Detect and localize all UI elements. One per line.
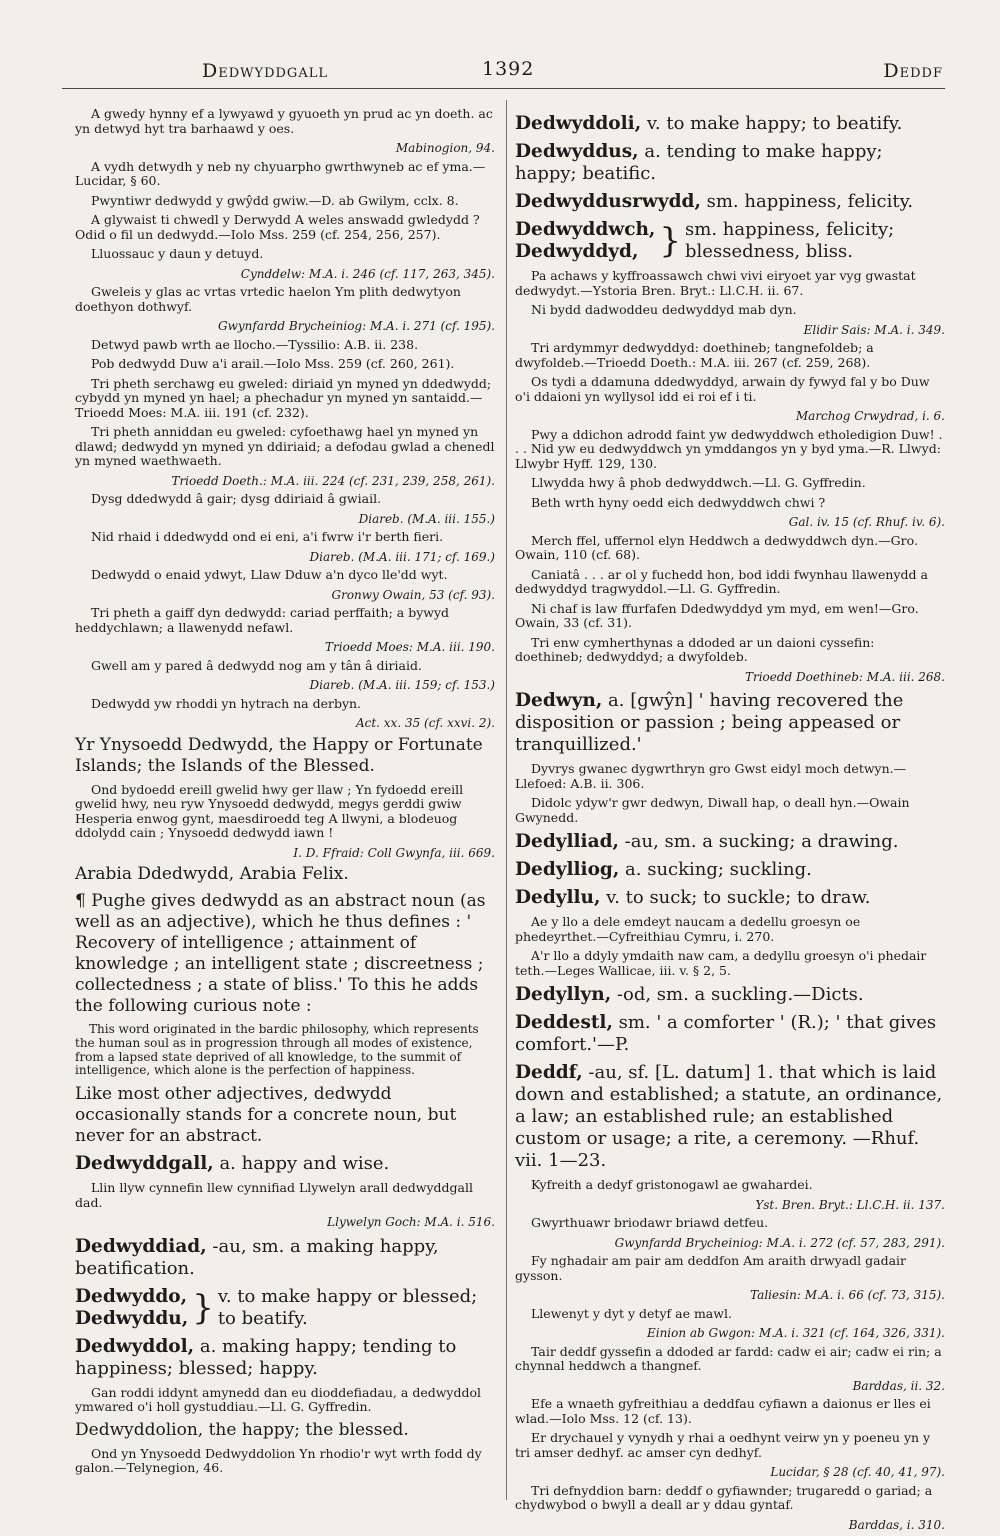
quotation: Er drychauel y vynydh y rhai a oedhynt veirw yn y poeneu yn y tri amser dedhyf. ac amser cyn dedhyf. (515, 1430, 931, 1460)
definition: sm. happiness, felicity. (700, 191, 914, 212)
headword: Dedwyddiad, (75, 1235, 207, 1257)
definition: a. [gwŷn] ' having recovered the disposition or passion ; being appeased or tranquillized.' (515, 690, 904, 755)
quotation: A'r llo a ddyly ymdaith naw cam, a dedyllu groesyn o'i phedair teth.—Leges Wallicae, iii. v. § 2, 5. (515, 948, 927, 978)
headword: Deddf, (515, 1062, 583, 1083)
quotation: Llwydda hwy â phob dedwyddwch.—Ll. G. Gyffredin. (531, 475, 866, 490)
headword: Dedwyn, (515, 690, 603, 711)
quotation: Gwyrthuawr briodawr briawd detfeu. (531, 1215, 769, 1230)
dictionary-entry (515, 690, 945, 756)
quotation: Ond bydoedd ereill gwelid hwy ger llaw ; Yn fydoedd ereill gwelid hwy, neu ryw Ynysoedd dedwydd, megys gerddi gwiw Hesperia enwog gynt, maesdiroedd teg A llwyni, a blodeuog ddolydd cain ; Ynysoedd dedwydd iawn ! (75, 781, 464, 840)
quotation: Gan roddi iddynt amynedd dan eu dioddefiadau, a dedwyddol ymwared o'i holl gystuddiau.—Ll. G. Gyffredin. (75, 1384, 482, 1415)
dictionary-entry (515, 1062, 945, 1172)
dictionary-entry (515, 1012, 945, 1056)
citation-source: Diareb. (M.A. iii. 155.) (358, 511, 495, 526)
quotation: Tri enw cymherthynas a ddoded ar un daioni cyssefin: doethineb; dedwyddyd; a dwyfoldeb. (515, 634, 875, 664)
headword: Dedwyddus, (515, 141, 639, 162)
citation-source: Taliesin: M.A. i. 66 (cf. 73, 315). (750, 1288, 945, 1302)
headword: Dedylliog, (515, 859, 620, 880)
definition: sm. ' a comforter ' (R.); ' that gives comfort.'—P. (515, 1012, 937, 1055)
brace-symbol: } (192, 1287, 214, 1328)
column-divider (506, 100, 507, 1500)
citation-source: Diareb. (M.A. iii. 171; cf. 169.) (309, 549, 495, 564)
quotation: Tri pheth a gaiff dyn dedwydd: cariad perffaith; a bywyd heddychlawn; a llawenydd nefawl. (75, 605, 450, 635)
citation-source: Barddas, ii. 32. (852, 1378, 945, 1393)
quotation: Dyvrys gwanec dygwrthryn gro Gwst eidyl moch detwyn.—Llefoed: A.B. ii. 306. (515, 761, 907, 791)
quotation: Efe a wnaeth gyfreithiau a deddfau cyfiawn a daionus er lles ei wlad.—Iolo Mss. 12 (cf. 13). (515, 1396, 931, 1426)
definition: a. making happy; tending to happiness; blessed; happy. (75, 1335, 457, 1379)
citation-source: Yst. Bren. Bryt.: Ll.C.H. ii. 137. (755, 1197, 945, 1212)
dictionary-entry (75, 1336, 495, 1380)
headword: Dedwyddu, (75, 1307, 189, 1329)
quotation: Dedwydd o enaid ydwyt, Llaw Dduw a'n dyco lle'dd wyt. (91, 567, 448, 582)
dictionary-entry-pair (515, 219, 945, 263)
quotation: Ae y llo a dele emdeyt naucam a dedellu groesyn oe phedeyrthet.—Cyfreithiau Cymru, i. 270. (515, 914, 861, 944)
quotation: Os tydi a ddamuna ddedwyddyd, arwain dy fywyd fal y bo Duw o'i ddaioni yn wyllysol idd ei roi ef i ti. (515, 374, 930, 404)
headword: Dedwyddwch, (515, 219, 656, 240)
quotation: Kyfreith a dedyf gristonogawl ae gwahardei. (531, 1177, 813, 1192)
header-right-guideword: Deddf (883, 60, 943, 82)
quotation: A vydh detwydh y neb ny chyuarpho gwrthwyneb ac ef yma.—Lucidar, § 60. (75, 158, 486, 188)
quotation: Ond yn Ynysoedd Dedwyddolion Yn rhodio'r wyt wrth fodd dy galon.—Telynegion, 46. (75, 1445, 482, 1476)
dictionary-entry (515, 831, 945, 853)
headword: Dedwyddgall, (75, 1153, 214, 1175)
headword: Dedwyddo, (75, 1285, 188, 1307)
citation-source: Trioedd Doeth.: M.A. iii. 224 (cf. 231, 239, 258, 261). (171, 473, 495, 488)
dictionary-entry (515, 113, 945, 135)
headword: Dedylliad, (515, 831, 619, 852)
quotation: Caniatâ . . . ar ol y fuchedd hon, bod iddi fwynhau llawenydd a dedwyddyd tragwyddol.—Ll. G. Gyffredin. (515, 566, 928, 596)
quotation: Ni bydd dadwoddeu dedwyddyd mab dyn. (531, 302, 797, 317)
quotation: Llewenyt y dyt y detyf ae mawl. (531, 1305, 732, 1321)
citation-source: Cynddelw: M.A. i. 246 (cf. 117, 263, 345). (240, 266, 495, 281)
quotation: Tri defnyddion barn: deddf o gyfiawnder; trugaredd o gariad; a chydwybod o bwyll a deall ar y ddau gyntaf. (515, 1482, 933, 1512)
citation-source: Barddas, i. 310. (848, 1517, 945, 1532)
left-column (75, 107, 495, 1481)
quotation: Lluossauc y daun y detuyd. (91, 246, 264, 261)
definition: v. to suck; to suckle; to draw. (600, 887, 871, 908)
right-column (515, 107, 945, 1536)
definition: -od, sm. a suckling.—Dicts. (611, 984, 864, 1005)
quotation: Tair deddf gyssefin a ddoded ar fardd: cadw ei air; cadw ei rin; a chynnal heddwch a thangnef. (515, 1343, 942, 1373)
headword: Dedwyddyd, (515, 241, 639, 262)
dictionary-entry (515, 191, 945, 213)
definition: -au, sm. a making happy, beatification. (75, 1235, 439, 1279)
running-header (62, 58, 945, 89)
quotation: Gwell am y pared â dedwydd nog am y tân â diriaid. (91, 657, 422, 673)
quotation: Pwy a ddichon adrodd faint yw dedwyddwch etholedigion Duw! . . . Nid yw eu dedwyddwch yn ymddangos yn y byd yma.—R. Llwyd: Llwybr Hyff. 129, 130. (515, 426, 943, 471)
dictionary-entry (75, 1236, 495, 1280)
dictionary-entry (515, 887, 945, 909)
small-note: This word originated in the bardic philosophy, which represents the human soul as in progression through all modes of existence, from a lapsed state deprived of all knowledge, to the summit of intelligence, which alone is the perfection of happiness. (75, 1022, 479, 1078)
headword: Deddestl, (515, 1012, 613, 1033)
definition: v. to make happy; to beatify. (641, 113, 903, 134)
page-number: 1392 (482, 58, 535, 80)
header-left-guideword: Dedwyddgall (202, 60, 328, 82)
citation-source: Trioedd Doethineb: M.A. iii. 268. (744, 669, 945, 684)
sub-entry: Dedwyddolion, the happy; the blessed. (75, 1419, 409, 1440)
dictionary-entry (515, 141, 945, 185)
definition: a. happy and wise. (213, 1153, 390, 1175)
quotation: Gweleis y glas ac vrtas vrtedic haelon Ym plith dedwytyon doethyon dothwyf. (75, 284, 461, 314)
citation-source: Lucidar, § 28 (cf. 40, 41, 97). (770, 1465, 945, 1479)
definition: -au, sm. a sucking; a drawing. (618, 831, 899, 852)
citation-source: Trioedd Moes: M.A. iii. 190. (325, 640, 495, 654)
quotation: Pob dedwydd Duw a'i arail.—Iolo Mss. 259 (cf. 260, 261). (91, 356, 455, 371)
headword: Dedwyddoli, (515, 113, 642, 134)
dictionary-entry (515, 859, 945, 881)
definition: sm. happiness, felicity; blessedness, bliss. (685, 219, 895, 262)
definition: a. tending to make happy; happy; beatific. (515, 141, 883, 184)
citation-source: Llywelyn Goch: M.A. i. 516. (327, 1215, 495, 1230)
definition: a. sucking; suckling. (619, 859, 812, 880)
citation-source: Mabinogion, 94. (395, 141, 495, 155)
quotation: Pwyntiwr dedwydd y gwŷdd gwiw.—D. ab Gwilym, cclx. 8. (91, 192, 459, 208)
headword: Dedyllyn, (515, 984, 612, 1005)
headword: Dedyllu, (515, 887, 601, 908)
quotation: Dysg ddedwydd â gair; dysg ddiriaid â gwiail. (91, 491, 382, 506)
brace-symbol: } (659, 221, 682, 261)
sub-entry: Arabia Ddedwydd, Arabia Felix. (75, 864, 349, 884)
sub-entry: Yr Ynysoedd Dedwydd, the Happy or Fortunate Islands; the Islands of the Blessed. (75, 734, 483, 776)
quotation: Nid rhaid i ddedwydd ond ei eni, a'i fwrw i'r berth fieri. (91, 529, 444, 544)
dictionary-entry (75, 1153, 495, 1175)
citation-source: Gwynfardd Brycheiniog: M.A. i. 272 (cf. 57, 283, 291). (614, 1235, 945, 1250)
quotation: Pa achaws y kyffroassawch chwi vivi eiryoet yar vyg gwastat dedwydyt.—Ystoria Bren. Bryt.: Ll.C.H. ii. 67. (515, 268, 916, 298)
quotation: Didolc ydyw'r gwr dedwyn, Diwall hap, o deall hyn.—Owain Gwynedd. (515, 795, 910, 825)
dictionary-entry-pair (75, 1286, 495, 1330)
citation-source: I. D. Ffraid: Coll Gwynfa, iii. 669. (293, 845, 495, 860)
quotation: Merch ffel, uffernol elyn Heddwch a dedwyddwch dyn.—Gro. Owain, 110 (cf. 68). (515, 532, 918, 562)
citation-source: Gwynfardd Brycheiniog: M.A. i. 271 (cf. 195). (218, 319, 495, 333)
quotation: Tri ardymmyr dedwyddyd: doethineb; tangnefoldeb; a dwyfoldeb.—Trioedd Doeth.: M.A. iii. 267 (cf. 259, 268). (515, 340, 874, 370)
quotation: A gwedy hynny ef a lywyawd y gyuoeth yn prud ac yn doeth. ac yn detwyd hyt tra barhaawd y oes. (75, 106, 493, 136)
definition: -au, sf. [L. datum] 1. that which is laid down and established; a statute, an ordinance, a law; an established rule; an established custom or usage; a rite, a ceremony. —Rhuf. vii. 1—23. (515, 1062, 943, 1171)
definition: v. to make happy or blessed; to beatify. (217, 1285, 478, 1329)
citation-source: Einion ab Gwgon: M.A. i. 321 (cf. 164, 326, 331). (646, 1326, 945, 1340)
quotation: Detwyd pawb wrth ae llocho.—Tyssilio: A.B. ii. 238. (91, 336, 419, 352)
citation-source: Gal. iv. 15 (cf. Rhuf. iv. 6). (788, 515, 945, 529)
quotation: Beth wrth hyny oedd eich dedwyddwch chwi ? (531, 494, 826, 510)
headword: Dedwyddol, (75, 1335, 195, 1357)
quotation: Fy nghadair am pair am deddfon Am araith drwyadl gadair gysson. (515, 1253, 907, 1283)
dictionary-entry (515, 984, 945, 1006)
citation-source: Marchog Crwydrad, i. 6. (795, 409, 945, 423)
quotation: Llin llyw cynnefin llew cynnifiad Llywelyn arall dedwyddgall dad. (75, 1180, 473, 1210)
quotation: A glywaist ti chwedl y Derwydd A weles answadd gwledydd ? Odid o fil un dedwydd.—Iolo Mss. 259 (cf. 254, 256, 257). (75, 212, 480, 242)
quotation: Dedwydd yw rhoddi yn hytrach na derbyn. (91, 695, 362, 711)
quotation: Tri pheth anniddan eu gweled: cyfoethawg hael yn myned yn dlawd; dedwydd yn myned yn ddiriaid; a defodau gwlad a chenedl yn myned waethwaeth. (75, 424, 495, 468)
note-paragraph: Like most other adjectives, dedwydd occasionally stands for a concrete noun, but never for an abstract. (75, 1084, 457, 1147)
citation-source: Gronwy Owain, 53 (cf. 93). (331, 587, 495, 602)
note-paragraph: ¶ Pughe gives dedwydd as an abstract noun (as well as an adjective), which he thus defines : ' Recovery of intelligence ; attainment of knowledge ; an intelligent state ; discreetness ; collectedness ; a state of bliss.' To this he adds the following curious note : (75, 891, 486, 1016)
quotation: Ni chaf is law ffurfafen Ddedwyddyd ym myd, em wen!—Gro. Owain, 33 (cf. 31). (515, 600, 919, 630)
citation-source: Elidir Sais: M.A. i. 349. (803, 322, 945, 337)
headword: Dedwyddusrwydd, (515, 191, 701, 212)
quotation: Tri pheth serchawg eu gweled: diriaid yn myned yn ddedwydd; cybydd yn myned yn hael; a phechadur yn myned yn santaidd.—Trioedd Moes: M.A. iii. 191 (cf. 232). (75, 375, 492, 420)
citation-source: Act. xx. 35 (cf. xxvi. 2). (355, 716, 495, 730)
citation-source: Diareb. (M.A. iii. 159; cf. 153.) (309, 678, 495, 692)
